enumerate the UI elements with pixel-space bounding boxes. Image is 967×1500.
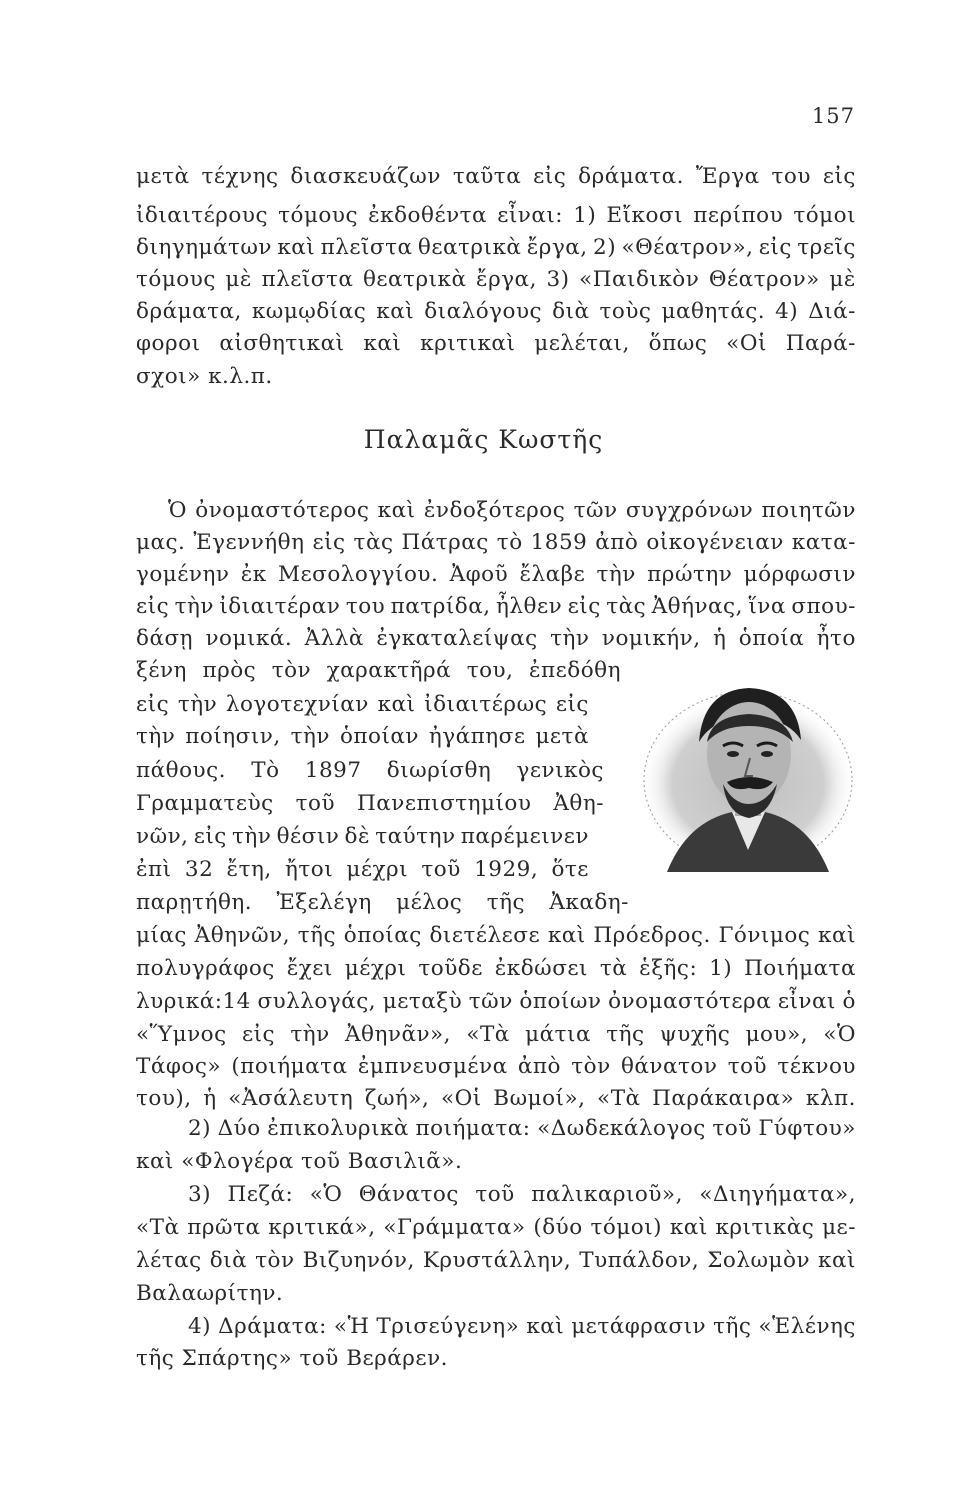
text-line: «Ὕμνος εἰς τὴν Ἀθηνᾶν», «Τὰ μάτια τῆς ψυχῆς μου», «Ὁ [136,1022,856,1047]
text-line: φοροι αἰσθητικαὶ καὶ κριτικαὶ μελέται, ὅπως «Οἱ Παρά- [136,331,856,356]
text-line: μίας Ἀθηνῶν, τῆς ὁποίας διετέλεσε καὶ Πρόεδρος. Γόνιμος καὶ [136,923,856,948]
text-line: «Τὰ πρῶτα κριτικά», «Γράμματα» (δύο τόμοι) καὶ κριτικὰς με- [136,1215,856,1240]
text-line: μετὰ τέχνης διασκευάζων ταῦτα εἰς δράματα. Ἔργα του εἰς [136,164,856,189]
text-line: δράματα, κωμῳδίας καὶ διαλόγους διὰ τοὺς μαθητάς. 4) Διά- [136,299,856,324]
text-line: λυρικά:14 συλλογάς, μεταξὺ τῶν ὁποίων ὀνομαστότερα εἶναι ὁ [136,989,856,1014]
text-line: εἰς τὴν ἰδιαιτέραν του πατρίδα, ἦλθεν εἰς τὰς Ἀθήνας, ἵνα σπου- [136,594,856,619]
text-line: πολυγράφος ἔχει μέχρι τοῦδε ἐκδώσει τὰ ἑξῆς: 1) Ποιήματα [136,956,856,981]
text-line: 3) Πεζά: «Ὁ Θάνατος τοῦ παλικαριοῦ», «Διηγήματα», [188,1182,856,1207]
text-line: Γραμματεὺς τοῦ Πανεπιστημίου Ἀθη- [136,791,604,816]
text-line: παρῃτήθη. Ἐξελέγη μέλος τῆς Ἀκαδη- [136,890,629,915]
text-line: ἐπὶ 32 ἔτη, ἤτοι μέχρι τοῦ 1929, ὅτε [136,857,589,882]
text-line: καὶ «Φλογέρα τοῦ Βασιλιᾶ». [136,1149,463,1174]
text-line: 2) Δύο ἐπικολυρικὰ ποιήματα: «Δωδεκάλογος τοῦ Γύφτου» [188,1116,856,1141]
text-line: ξένη πρὸς τὸν χαρακτῆρά του, ἐπεδόθη [136,658,621,683]
text-line: του), ἡ «Ἀσάλευτη ζωή», «Οἱ Βωμοί», «Τὰ Παράκαιρα» κλπ. [136,1086,856,1111]
text-line: Ὁ ὀνομαστότερος καὶ ἐνδοξότερος τῶν συγχρόνων ποιητῶν [168,498,856,523]
text-line: λέτας διὰ τὸν Βιζυηνόν, Κρυστάλλην, Τυπάλδον, Σολωμὸν καὶ [136,1248,856,1273]
page-number: 157 [811,104,855,128]
text-line: Βαλαωρίτην. [136,1281,284,1306]
text-line: νῶν, εἰς τὴν θέσιν δὲ ταύτην παρέμεινεν [136,824,589,849]
portrait-image [637,672,859,878]
text-line: σχοι» κ.λ.π. [136,364,273,389]
text-line: τόμους μὲ πλεῖστα θεατρικὰ ἔργα, 3) «Παιδικὸν Θέατρον» μὲ [136,267,856,292]
text-line: τὴν ποίησιν, τὴν ὁποίαν ἠγάπησε μετὰ [136,724,589,749]
text-line: δάσῃ νομικά. Ἀλλὰ ἐγκαταλείψας τὴν νομικήν, ἡ ὁποία ἦτο [136,626,856,651]
text-line: 4) Δράματα: «Ἡ Τρισεύγενη» καὶ μετάφρασιν τῆς «Ἑλένης [188,1314,856,1339]
text-line: ἰδιαιτέρους τόμους ἐκδοθέντα εἶναι: 1) Εἴκοσι περίπου τόμοι [136,203,856,228]
section-title: Παλαμᾶς Κωστῆς [363,425,604,454]
text-line: πάθους. Τὸ 1897 διωρίσθη γενικὸς [136,758,604,783]
text-line: τῆς Σπάρτης» τοῦ Βεράρεν. [136,1346,448,1371]
text-line: Τάφος» (ποιήματα ἐμπνευσμένα ἀπὸ τὸν θάνατον τοῦ τέκνου [136,1054,856,1079]
text-line: διηγημάτων καὶ πλεῖστα θεατρικὰ ἔργα, 2) «Θέατρον», εἰς τρεῖς [136,235,856,260]
text-line: γομένην ἐκ Μεσολογγίου. Ἀφοῦ ἔλαβε τὴν πρώτην μόρφωσιν [136,562,856,587]
text-line: εἰς τὴν λογοτεχνίαν καὶ ἰδιαιτέρως εἰς [136,692,589,717]
text-line: μας. Ἐγεννήθη εἰς τὰς Πάτρας τὸ 1859 ἀπὸ οἰκογένειαν κατα- [136,530,856,555]
